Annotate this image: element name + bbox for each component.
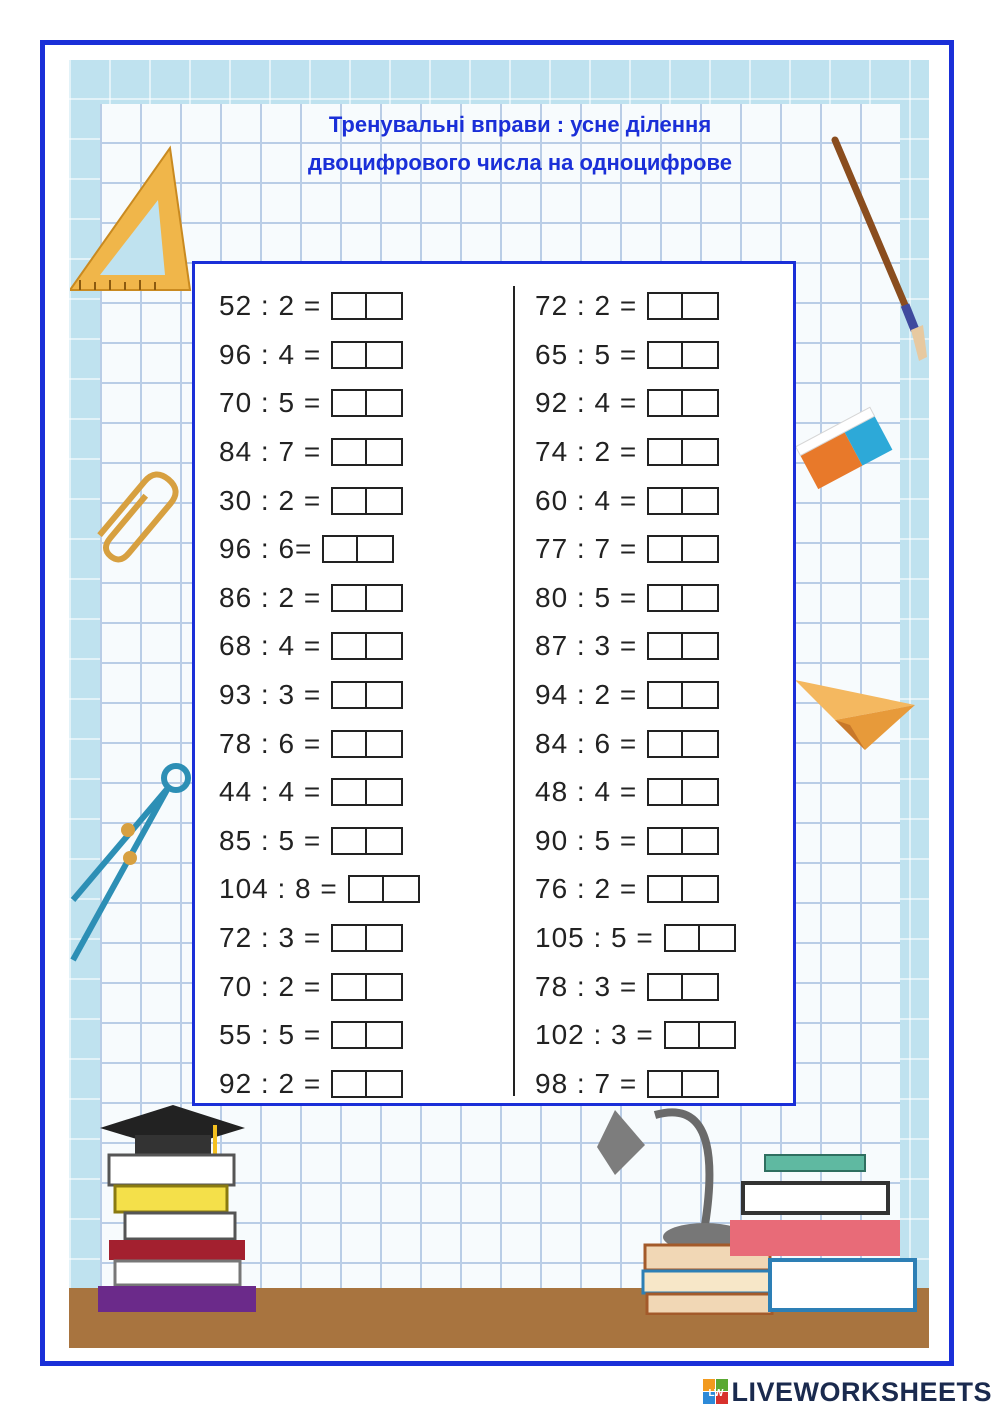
answer-digit-tens-input[interactable] <box>647 875 683 903</box>
exercise-expression: 84 : 7 = <box>219 436 322 468</box>
exercise-row <box>535 768 736 817</box>
exercise-expression: 96 : 6= <box>219 533 313 565</box>
exercise-expression: 74 : 2 = <box>535 436 638 468</box>
answer-digit-ones-input[interactable] <box>683 632 719 660</box>
answer-digit-ones-input[interactable] <box>367 292 403 320</box>
exercise-expression: 98 : 7 = <box>535 1067 638 1099</box>
answer-digit-ones-input[interactable] <box>683 292 719 320</box>
answer-boxes <box>331 389 403 417</box>
exercise-expression: 78 : 6 = <box>219 727 322 759</box>
exercise-expression: 96 : 4 = <box>219 338 322 370</box>
answer-boxes <box>331 341 403 369</box>
exercise-row <box>535 379 736 428</box>
answer-digit-ones-input[interactable] <box>367 632 403 660</box>
answer-boxes <box>331 924 403 952</box>
answer-boxes <box>331 730 403 758</box>
exercise-row <box>535 865 736 914</box>
answer-digit-tens-input[interactable] <box>647 487 683 515</box>
answer-boxes <box>331 778 403 806</box>
answer-digit-ones-input[interactable] <box>683 681 719 709</box>
exercise-row <box>219 962 420 1011</box>
answer-boxes <box>647 535 719 563</box>
paper-plane-icon <box>795 675 920 755</box>
answer-digit-tens-input[interactable] <box>331 973 367 1001</box>
exercise-expression: 72 : 3 = <box>219 922 322 954</box>
exercise-row <box>219 331 420 380</box>
answer-boxes <box>647 632 719 660</box>
answer-digit-ones-input[interactable] <box>683 487 719 515</box>
answer-digit-ones-input[interactable] <box>367 1070 403 1098</box>
answer-digit-ones-input[interactable] <box>367 973 403 1001</box>
answer-digit-ones-input[interactable] <box>367 487 403 515</box>
answer-digit-tens-input[interactable] <box>331 389 367 417</box>
answer-digit-tens-input[interactable] <box>331 341 367 369</box>
answer-digit-ones-input[interactable] <box>683 1070 719 1098</box>
exercise-row <box>219 282 420 331</box>
eraser-icon <box>795 400 895 500</box>
answer-boxes <box>647 1070 719 1098</box>
exercise-row <box>535 1060 736 1109</box>
answer-digit-ones-input[interactable] <box>367 778 403 806</box>
liveworksheets-logo <box>703 1375 992 1409</box>
exercise-expression: 65 : 5 = <box>535 338 638 370</box>
answer-digit-tens-input[interactable] <box>348 875 384 903</box>
exercise-expression: 68 : 4 = <box>219 630 322 662</box>
answer-digit-tens-input[interactable] <box>331 681 367 709</box>
answer-digit-ones-input[interactable] <box>683 535 719 563</box>
exercise-expression: 92 : 2 = <box>219 1067 322 1099</box>
answer-boxes <box>647 487 719 515</box>
exercise-expression: 55 : 5 = <box>219 1019 322 1051</box>
answer-boxes <box>331 1070 403 1098</box>
exercise-row <box>535 574 736 623</box>
answer-boxes <box>331 584 403 612</box>
answer-digit-tens-input[interactable] <box>331 827 367 855</box>
logo-badge-icon <box>703 1379 729 1405</box>
answer-digit-ones-input[interactable] <box>683 584 719 612</box>
exercise-row <box>219 1060 420 1109</box>
paintbrush-icon <box>825 135 935 365</box>
exercise-expression: 94 : 2 = <box>535 679 638 711</box>
exercise-row <box>535 1011 736 1060</box>
answer-boxes <box>331 681 403 709</box>
exercise-row <box>219 525 420 574</box>
right-column <box>535 282 736 1108</box>
answer-digit-tens-input[interactable] <box>331 1070 367 1098</box>
exercise-row <box>535 331 736 380</box>
answer-boxes <box>647 681 719 709</box>
exercise-expression: 72 : 2 = <box>535 290 638 322</box>
answer-digit-ones-input[interactable] <box>683 389 719 417</box>
exercise-row <box>535 428 736 477</box>
exercise-row <box>535 622 736 671</box>
answer-digit-ones-input[interactable] <box>683 973 719 1001</box>
answer-boxes <box>647 827 719 855</box>
exercise-row <box>219 865 420 914</box>
answer-boxes <box>647 341 719 369</box>
answer-digit-tens-input[interactable] <box>647 973 683 1001</box>
answer-digit-ones-input[interactable] <box>683 730 719 758</box>
exercise-expression: 76 : 2 = <box>535 873 638 905</box>
answer-digit-tens-input[interactable] <box>647 827 683 855</box>
desk-lamp-books-icon <box>595 1105 925 1315</box>
exercise-row <box>535 476 736 525</box>
answer-boxes <box>647 973 719 1001</box>
answer-digit-ones-input[interactable] <box>683 875 719 903</box>
exercise-expression: 48 : 4 = <box>535 776 638 808</box>
answer-digit-ones-input[interactable] <box>367 924 403 952</box>
exercise-expression: 93 : 3 = <box>219 679 322 711</box>
answer-boxes <box>647 292 719 320</box>
exercise-expression: 52 : 2 = <box>219 290 322 322</box>
answer-boxes <box>647 389 719 417</box>
exercise-row <box>535 914 736 963</box>
exercise-row <box>219 476 420 525</box>
column-divider <box>513 286 515 1096</box>
exercise-expression: 86 : 2 = <box>219 581 322 613</box>
exercise-expression: 90 : 5 = <box>535 824 638 856</box>
exercise-row <box>219 671 420 720</box>
answer-boxes <box>348 875 420 903</box>
answer-boxes <box>331 1021 403 1049</box>
exercise-expression: 105 : 5 = <box>535 922 654 954</box>
exercise-expression: 84 : 6 = <box>535 727 638 759</box>
answer-boxes <box>664 924 736 952</box>
answer-boxes <box>647 778 719 806</box>
answer-digit-tens-input[interactable] <box>647 632 683 660</box>
exercise-expression: 70 : 2 = <box>219 970 322 1002</box>
exercise-row <box>219 768 420 817</box>
exercise-expression: 78 : 3 = <box>535 970 638 1002</box>
answer-boxes <box>647 584 719 612</box>
answer-digit-ones-input[interactable] <box>683 341 719 369</box>
exercise-sheet <box>192 261 796 1106</box>
answer-digit-tens-input[interactable] <box>664 1021 700 1049</box>
exercise-expression: 30 : 2 = <box>219 484 322 516</box>
answer-digit-tens-input[interactable] <box>331 924 367 952</box>
answer-digit-ones-input[interactable] <box>367 827 403 855</box>
answer-digit-ones-input[interactable] <box>683 778 719 806</box>
answer-boxes <box>331 827 403 855</box>
exercise-row <box>219 622 420 671</box>
answer-digit-tens-input[interactable] <box>647 681 683 709</box>
answer-digit-ones-input[interactable] <box>683 438 719 466</box>
answer-boxes <box>664 1021 736 1049</box>
answer-boxes <box>331 487 403 515</box>
exercise-row <box>535 282 736 331</box>
answer-digit-tens-input[interactable] <box>647 341 683 369</box>
exercise-row <box>535 817 736 866</box>
answer-digit-tens-input[interactable] <box>322 535 358 563</box>
exercise-row <box>219 428 420 477</box>
answer-digit-tens-input[interactable] <box>331 778 367 806</box>
exercise-row <box>535 525 736 574</box>
answer-digit-ones-input[interactable] <box>367 389 403 417</box>
exercise-row <box>535 671 736 720</box>
answer-digit-tens-input[interactable] <box>647 730 683 758</box>
answer-digit-tens-input[interactable] <box>331 438 367 466</box>
graduation-books-icon <box>95 1100 260 1315</box>
answer-boxes <box>331 632 403 660</box>
ruler-triangle-icon <box>70 140 195 300</box>
answer-digit-tens-input[interactable] <box>647 584 683 612</box>
exercise-row <box>219 379 420 428</box>
answer-digit-tens-input[interactable] <box>647 1070 683 1098</box>
exercise-row <box>219 574 420 623</box>
answer-boxes <box>647 730 719 758</box>
exercise-row <box>219 1011 420 1060</box>
answer-boxes <box>331 973 403 1001</box>
answer-digit-tens-input[interactable] <box>664 924 700 952</box>
worksheet-title <box>200 106 840 182</box>
compass-icon <box>68 760 193 970</box>
paperclip-icon <box>80 460 195 575</box>
exercise-row <box>219 914 420 963</box>
answer-digit-ones-input[interactable] <box>683 827 719 855</box>
answer-digit-tens-input[interactable] <box>331 1021 367 1049</box>
exercise-expression: 104 : 8 = <box>219 873 338 905</box>
answer-digit-tens-input[interactable] <box>331 632 367 660</box>
answer-digit-ones-input[interactable] <box>367 438 403 466</box>
answer-digit-ones-input[interactable] <box>700 1021 736 1049</box>
answer-digit-tens-input[interactable] <box>331 730 367 758</box>
exercise-expression: 80 : 5 = <box>535 581 638 613</box>
exercise-row <box>535 719 736 768</box>
exercise-row <box>219 817 420 866</box>
answer-boxes <box>331 292 403 320</box>
answer-boxes <box>331 438 403 466</box>
answer-digit-ones-input[interactable] <box>367 1021 403 1049</box>
answer-digit-tens-input[interactable] <box>647 778 683 806</box>
answer-digit-tens-input[interactable] <box>331 292 367 320</box>
answer-digit-ones-input[interactable] <box>367 730 403 758</box>
exercise-expression: 85 : 5 = <box>219 824 322 856</box>
exercise-expression: 70 : 5 = <box>219 387 322 419</box>
title-line-2: двоцифрового числа на одноцифрове <box>308 150 732 175</box>
answer-boxes <box>322 535 394 563</box>
answer-digit-ones-input[interactable] <box>700 924 736 952</box>
exercise-row <box>219 719 420 768</box>
answer-digit-ones-input[interactable] <box>367 584 403 612</box>
answer-digit-tens-input[interactable] <box>647 438 683 466</box>
logo-badge-text: LW <box>708 1388 724 1399</box>
left-column <box>219 282 420 1108</box>
exercise-expression: 44 : 4 = <box>219 776 322 808</box>
answer-digit-tens-input[interactable] <box>647 535 683 563</box>
answer-digit-ones-input[interactable] <box>358 535 394 563</box>
answer-digit-ones-input[interactable] <box>367 341 403 369</box>
answer-digit-ones-input[interactable] <box>367 681 403 709</box>
answer-boxes <box>647 438 719 466</box>
exercise-expression: 102 : 3 = <box>535 1019 654 1051</box>
exercise-expression: 77 : 7 = <box>535 533 638 565</box>
answer-boxes <box>647 875 719 903</box>
answer-digit-tens-input[interactable] <box>331 584 367 612</box>
answer-digit-tens-input[interactable] <box>331 487 367 515</box>
answer-digit-tens-input[interactable] <box>647 292 683 320</box>
answer-digit-tens-input[interactable] <box>647 389 683 417</box>
logo-text: LIVEWORKSHEETS <box>731 1376 992 1407</box>
exercise-expression: 87 : 3 = <box>535 630 638 662</box>
answer-digit-ones-input[interactable] <box>384 875 420 903</box>
exercise-expression: 92 : 4 = <box>535 387 638 419</box>
title-line-1: Тренувальні вправи : усне ділення <box>328 112 712 137</box>
exercise-expression: 60 : 4 = <box>535 484 638 516</box>
exercise-row <box>535 962 736 1011</box>
